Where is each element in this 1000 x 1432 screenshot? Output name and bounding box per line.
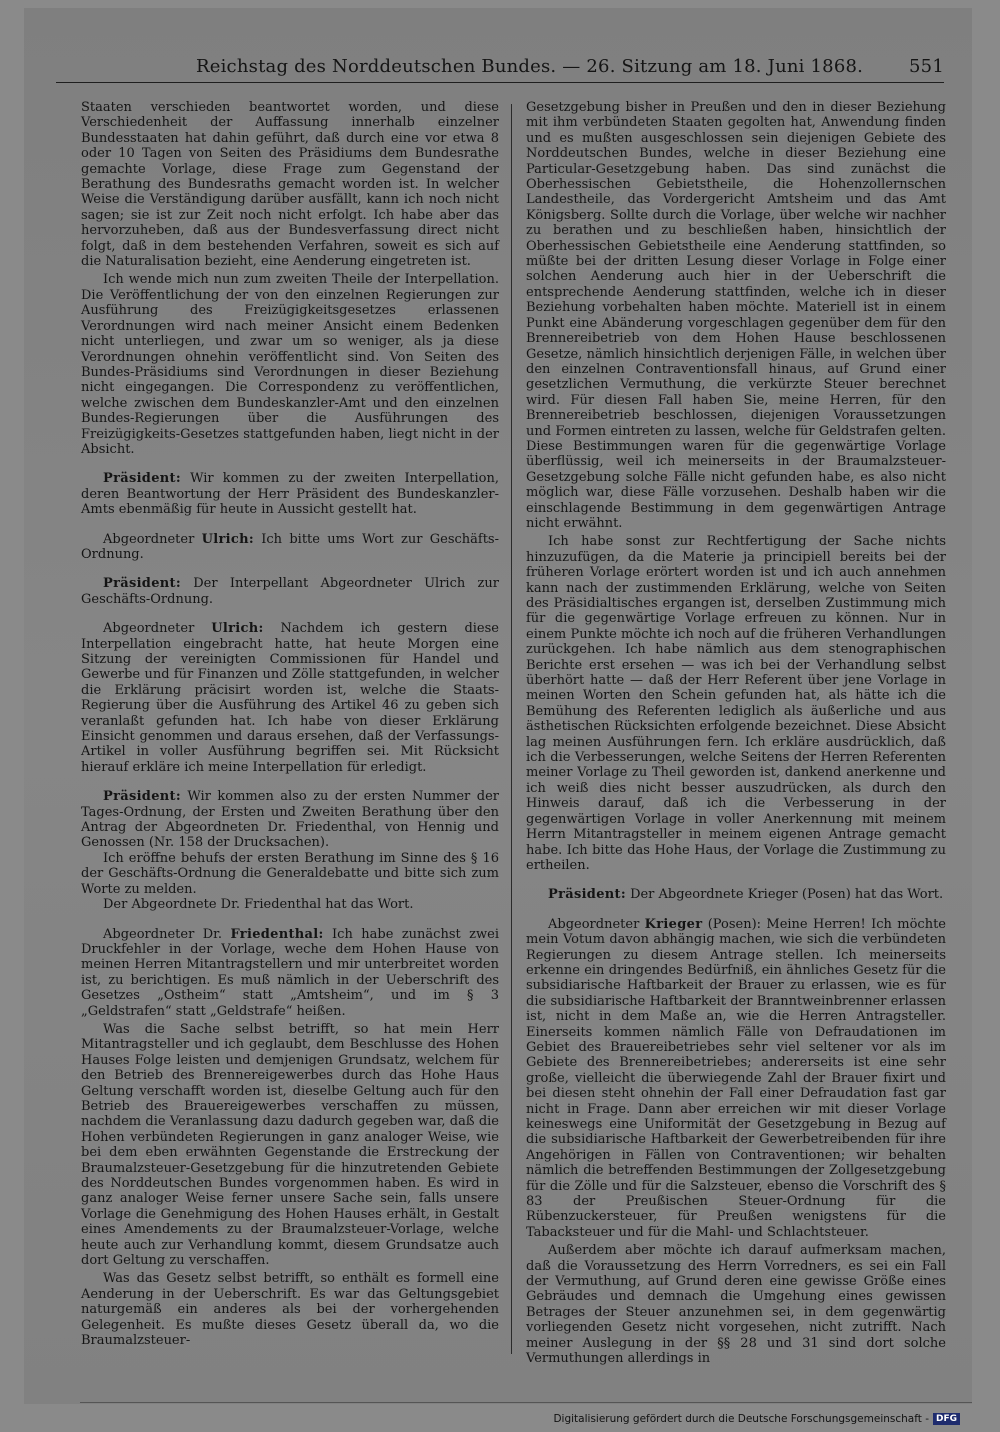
- column-divider: [511, 104, 512, 1354]
- right-column: [526, 100, 946, 1367]
- speaker-prefix: Abgeordneter: [548, 916, 640, 932]
- paragraph: Was die Sache selbst betrifft, so hat mein Herr Mitantragsteller und ich geglaubt, dem Beschlusse des Hohen Hauses Folge leisten und demjenigen Grundsatz, welchem für den Betrieb des Brennereigewerbes durch das Hohe Haus Geltung verschafft worden ist, dieselbe Geltung auch für den Betrieb des Brauereigewerbes verschaffen zu müssen, nachdem die Veranlassung dazu dadurch gegeben war, daß die Hohen verbündeten Regierungen in ganz analoger Weise, wie bei dem eben erwähnten Gegenstande die Erstreckung der Braumalzsteuer-Gesetzgebung für die hinzutretenden Gebiete des Norddeutschen Bundes vorgenommen haben. Es wird in ganz analoger Weise ferner unsere Sache sein, falls unsere Vorlage die Genehmigung des Hohen Hauses erhält, in Gestalt eines Amendements zu der Braumalzsteuer-Vorlage, welche heute auch zur Verhandlung kommt, diesem Grundsatze auch dort Geltung zu verschaffen.: [81, 1021, 499, 1269]
- paragraph: Ich eröffne behufs der ersten Berathung im Sinne des § 16 der Geschäfts-Ordnung die Generaldebatte und bitte sich zum Worte zu melden.: [81, 850, 499, 897]
- paragraph: Der Abgeordnete Dr. Friedenthal hat das Wort.: [103, 897, 414, 913]
- speaker-prefix: Abgeordneter Dr.: [103, 926, 223, 942]
- paragraph: Außerdem aber möchte ich darauf aufmerksam machen, daß die Voraussetzung des Herrn Vorredners, es sei ein Fall der Vermuthung, auf Grund deren eine gewisse Größe eines Gebräudes und demnach die Umgehung eines gewissen Betrages der Steuer anzunehmen sei, in dem gegenwärtig vorliegenden Gesetz nicht vorgesehen, nicht zutrifft. Nach meiner Auslegung in der §§ 28 und 31 sind dort solche Vermuthungen allerdings in: [526, 1243, 946, 1367]
- speech-paragraph: [81, 532, 499, 563]
- left-column: [81, 100, 499, 1350]
- speaker-prefix: Abgeordneter: [103, 531, 195, 547]
- page-header: [56, 48, 944, 83]
- speech-text: Wir kommen zu der zweiten Interpellation, deren Beantwortung der Herr Präsident des Bundeskanzler-Amts ebenmäßig für heute in Aussicht gestellt hat.: [81, 471, 499, 518]
- paragraph: Was das Gesetz selbst betrifft, so enthält es formell eine Aenderung in der Ueberschrift. Es war das Geltungsgebiet naturgemäß ein anderes als bei der vorhergehenden Gelegenheit. Es mußte dieses Gesetz überall da, wo die Braumalzsteuer-: [81, 1271, 499, 1349]
- speaker-name: Krieger: [644, 916, 703, 932]
- speaker-name: Ulrich:: [201, 531, 254, 547]
- speech-paragraph: [81, 576, 499, 607]
- digitization-credit: [553, 1413, 960, 1425]
- paragraph: Ich wende mich nun zum zweiten Theile der Interpellation. Die Veröffentlichung der von den einzelnen Regierungen zur Ausführung des Freizügigkeitsgesetzes erlassenen Verordnungen wird nach meiner Ansicht einem Bedenken nicht unterliegen, und zwar um so weniger, als ja diese Verordnungen ohnehin veröffentlicht sind. Von Seiten des Bundes-Präsidiums sind Verordnungen in dieser Beziehung nicht eingegangen. Die Correspondenz zu veröffentlichen, welche zwischen dem Bundeskanzler-Amt und den einzelnen Bundes-Regierungen über die Ausführungen des Freizügigkeits-Gesetzes stattgefunden haben, liegt nicht in der Absicht.: [81, 272, 499, 457]
- speaker-name: Präsident:: [103, 576, 181, 592]
- speech-paragraph: [526, 887, 946, 902]
- speaker-name: Präsident:: [548, 887, 626, 903]
- speech-paragraph: [81, 621, 499, 775]
- speech-paragraph: [526, 917, 946, 1241]
- footer-rule: [80, 1402, 972, 1403]
- speech-text: Ich bitte ums Wort zur Geschäfts-Ordnung.: [81, 531, 499, 562]
- paragraph: Ich habe sonst zur Rechtfertigung der Sache nichts hinzuzufügen, da die Materie ja principiell bereits bei der früheren Vorlage erörtert worden ist und ich auch annehmen kann nach der zustimmenden Erklärung, welche von Seiten des Präsidialtisches ergangen ist, derselben Zustimmung mich für die gegenwärtige Vorlage erfreuen zu können. Nur in einem Punkte möchte ich noch auf die früheren Verhandlungen zurückgehen. Ich habe nämlich aus dem stenographischen Berichte erst ersehen — was ich bei der Verhandlung selbst überhört hatte — daß der Herr Referent über jene Vorlage in meinen Worten den Schein gefunden hat, als hätte ich die Bemühung des Referenten lediglich als äußerliche und aus ästhetischen Rücksichten erfolgende bezeichnet. Diese Absicht lag meinen Ausführungen fern. Ich erkläre ausdrücklich, daß ich die Verbesserungen, welche Seitens der Herren Referenten meiner Vorlage zu Theil geworden ist, dankend anerkenne und ich weiß dies nicht besser auszudrücken, als durch den Hinweis darauf, daß ich die Verbesserung in der gegenwärtigen Vorlage in voller Anerkennung mit meinem Herrn Mitantragsteller in meinem eigenen Antrage gemacht habe. Ich bitte das Hohe Haus, der Vorlage die Zustimmung zu ertheilen.: [526, 534, 946, 873]
- running-title: Reichstag des Norddeutschen Bundes. — 26. Sitzung am 18. Juni 1868.: [196, 56, 864, 77]
- speech-text: Wir kommen also zu der ersten Nummer der Tages-Ordnung, der Ersten und Zweiten Berathung über den Antrag der Abgeordneten Dr. Friedenthal, von Hennig und Genossen (Nr. 158 der Drucksachen).: [81, 789, 499, 851]
- speech-text: Der Interpellant Abgeordneter Ulrich zur Geschäfts-Ordnung.: [81, 576, 499, 607]
- speaker-name: Friedenthal:: [230, 926, 324, 942]
- speaker-name: Präsident:: [103, 789, 181, 805]
- speech-text: (Posen): Meine Herren! Ich möchte mein Votum davon abhängig machen, wie sich die verbündeten Regierungen zu diesem Antrage stellen. Ich meinerseits erkenne ein dringendes Bedürfniß, ein ähnliches Gesetz für die subsidiarische Haftbarkeit der Brauer zu erlassen, wie es für die subsidiarische Haftbarkeit der Branntweinbrenner erlassen ist, nicht in dem Maße an, wie die Herren Antragsteller. Einerseits kommen nämlich Fälle von Defraudationen im Gebiet des Brauereibetriebes sehr viel seltener vor als im Gebiete des Brennereibetriebes; andererseits ist eine sehr große, vielleicht die überwiegende Zahl der Brauer fixirt und bei diesen steht ohnehin der Fall einer Defraudation fast gar nicht in Frage. Dann aber erreichen wir mit dieser Vorlage keineswegs eine Uniformität der Gesetzgebung in Bezug auf die subsidiarische Haftbarkeit der Gewerbetreibenden für ihre Angehörigen in Fällen von Contraventionen; wir behalten nämlich die betreffenden Bestimmungen der Zollgesetzgebung für die Zölle und für die Salzsteuer, ebenso die Vorschrift des § 83 der Preußischen Steuer-Ordnung für die Rübenzuckersteuer, für Preußen wenigstens für die Tabacksteuer und für die Mahl- und Schlachtsteuer.: [526, 916, 946, 1240]
- dfg-logo: DFG: [933, 1413, 960, 1425]
- speech-text: Der Abgeordnete Krieger (Posen) hat das Wort.: [630, 887, 944, 903]
- paragraph: Staaten verschieden beantwortet worden, und diese Verschiedenheit der Auffassung innerhalb einzelner Bundesstaaten hat dahin geführt, daß durch eine vor etwa 8 oder 10 Tagen von Seiten des Präsidiums dem Bundesrathe gemachte Vorlage, diese Frage zum Gegenstand der Berathung des Bundesraths gemacht worden ist. In welcher Weise die Verständigung darüber ausfällt, kann ich noch nicht sagen; sie ist zur Zeit noch nicht erfolgt. Ich habe aber das hervorzuheben, daß aus der Bundesverfassung direct nicht folgt, daß in dem bestehenden Verfahren, soweit es sich auf die Naturalisation bezieht, eine Aenderung eingetreten ist.: [81, 100, 499, 270]
- speaker-prefix: Abgeordneter: [103, 621, 195, 637]
- speech-paragraph: [81, 927, 499, 1019]
- speaker-name: Ulrich:: [211, 621, 264, 637]
- speech-text: Nachdem ich gestern diese Interpellation eingebracht hatte, hat heute Morgen eine Sitzung der vereinigten Commissionen für Handel und Gewerbe und für Finanzen und Zölle stattgefunden, in welcher die Erklärung präcisirt worden ist, welche die Staats-Regierung über die Ausführung des Artikel 46 zu geben sich veranlaßt gefunden hat. Ich habe von dieser Erklärung Einsicht genommen und daraus ersehen, daß der Verfassungs-Artikel in voller Ausführung begriffen sei. Mit Rücksicht hierauf erkläre ich meine Interpellation für erledigt.: [81, 621, 499, 775]
- page-number: 551: [909, 56, 944, 77]
- paragraph: Gesetzgebung bisher in Preußen und den in dieser Beziehung mit ihm verbündeten Staaten gegolten hat, Anwendung finden und es mußten ausgeschlossen sein diejenigen Gebiete des Norddeutschen Bundes, welche in dieser Beziehung eine Particular-Gesetzgebung haben. Das sind zunächst die Oberhessischen Gebietstheile, die Hohenzollernschen Landestheile, das Vordergericht Amtsheim und das Amt Königsberg. Sollte durch die Vorlage, über welche wir nachher zu berathen und zu beschließen haben, hinsichtlich der Oberhessischen Gebietstheile eine Aenderung stattfinden, so müßte bei der dritten Lesung dieser Vorlage in Folge einer solchen Aenderung auch hier in der Ueberschrift die entsprechende Aenderung stattfinden, welche ich in dieser Beziehung vorbehalten haben möchte. Materiell ist in einem Punkt eine Abänderung vorgeschlagen gegenüber dem für den Brennereibetrieb von dem Hohen Hause beschlossenen Gesetze, nämlich hinsichtlich derjenigen Fälle, in welchen über den einzelnen Contraventionsfall hinaus, auf Grund einer gesetzlichen Vermuthung, die verkürzte Steuer berechnet wird. Für diesen Fall haben Sie, meine Herren, für den Brennereibetrieb beschlossen, diejenigen Voraussetzungen und Formen eintreten zu lassen, welche für Geldstrafen gelten. Diese Bestimmungen waren für die gegenwärtige Vorlage überflüssig, weil ich meinerseits in der Braumalzsteuer-Gesetzgebung solche Fälle nicht gefunden habe, es also nicht möglich war, diese Fälle vorzusehen. Deshalb haben wir die einschlagende Bestimmung in dem gegenwärtigen Antrage nicht erwähnt.: [526, 100, 946, 531]
- speaker-name: Präsident:: [103, 471, 181, 487]
- speech-text: Ich habe zunächst zwei Druckfehler in der Vorlage, weche dem Hohen Hause von meinen Herren Mitantragstellern und mir unterbreitet worden ist, zu berichtigen. Es muß nämlich in der Ueberschrift des Gesetzes „Ostheim“ statt „Amtsheim“, und im § 3 „Geldstrafen“ statt „Geldstrafe“ heißen.: [81, 926, 499, 1019]
- speech-paragraph: [81, 471, 499, 517]
- speech-paragraph: [81, 789, 499, 851]
- credit-text: Digitalisierung gefördert durch die Deutsche Forschungsgemeinschaft -: [553, 1413, 929, 1425]
- scanned-page: [24, 8, 972, 1404]
